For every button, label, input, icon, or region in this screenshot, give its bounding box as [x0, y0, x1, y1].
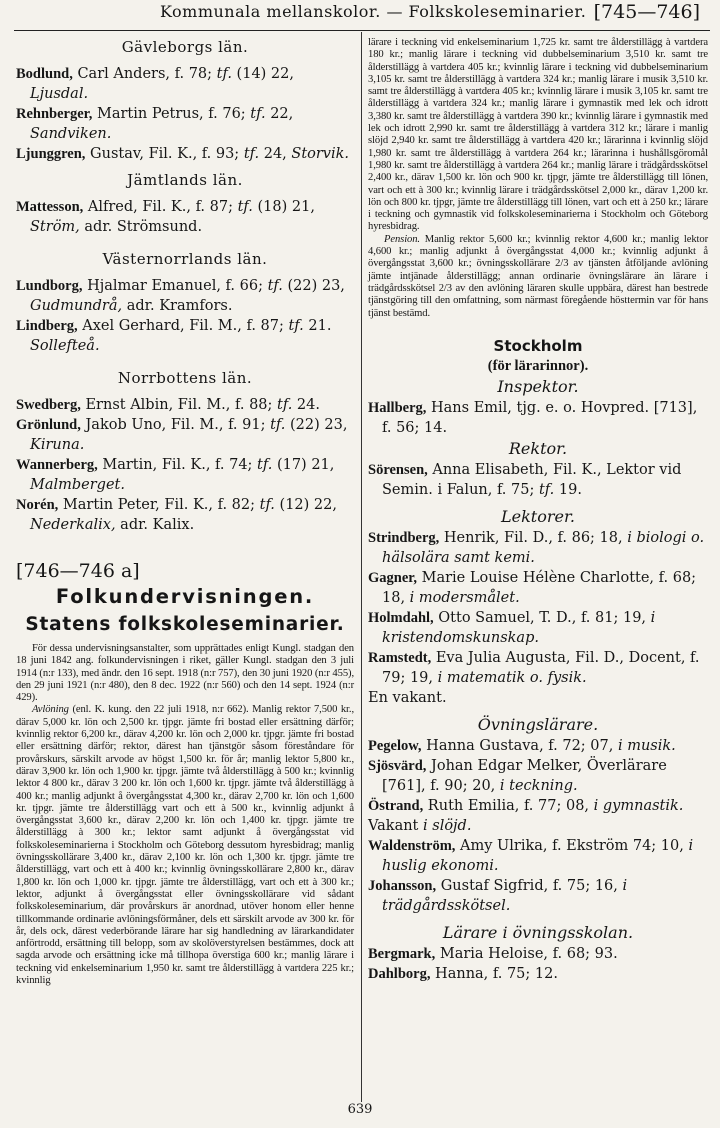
- entry: Holmdahl, Otto Samuel, T. D., f. 81; 19, i kristendomskunskap.: [368, 609, 656, 646]
- entry: Grönlund, Jakob Uno, Fil. M., f. 91; tf. (22) 23, Kiruna.: [16, 417, 348, 453]
- entry: Rehnberger, Martin Petrus, f. 76; tf. 22, Sandviken.: [16, 106, 294, 142]
- left-column: [16, 37, 354, 987]
- entry: Bodlund, Carl Anders, f. 78; tf. (14) 22, Ljusdal.: [16, 66, 294, 102]
- entry: Bergmark, Maria Heloise, f. 68; 93.: [368, 945, 618, 962]
- column-divider: [361, 32, 362, 1102]
- running-title: Kommunala mellanskolor. — Folkskoleseminarier.: [160, 2, 587, 21]
- role-heading-ovningslarare: Övningslärare.: [477, 714, 599, 734]
- entry: En vakant.: [368, 689, 447, 706]
- entry: Wannerberg, Martin, Fil. K., f. 74; tf. (17) 21, Malmberget.: [16, 457, 335, 493]
- page-range: [745—746]: [593, 1, 700, 23]
- seminar-city-subheading: (för lärarinnor).: [487, 357, 589, 374]
- entry: Ramstedt, Eva Julia Augusta, Fil. D., Docent, f. 79; 19, i matematik o. fysik.: [368, 649, 700, 686]
- entry: Pegelow, Hanna Gustava, f. 72; 07, i musik.: [368, 737, 676, 754]
- entry: Sörensen, Anna Elisabeth, Fil. K., Lektor vid Semin. i Falun, f. 75; tf. 19.: [368, 461, 682, 498]
- entry: Sjösvärd, Johan Edgar Melker, Överlärare [761], f. 90; 20, i teckning.: [368, 757, 667, 794]
- entry: Gagner, Marie Louise Hélène Charlotte, f. 68; 18, i modersmålet.: [368, 569, 697, 606]
- chapter-title: Folkundervisningen.: [55, 585, 315, 608]
- entry: Johansson, Gustaf Sigfrid, f. 75; 16, i trädgårdsskötsel.: [368, 877, 628, 914]
- entry: Vakant i slöjd.: [368, 817, 472, 834]
- role-heading-ovningsskolan: Lärare i övningsskolan.: [442, 922, 634, 942]
- chapter-subtitle: Statens folkskoleseminarier.: [25, 614, 345, 635]
- section-heading-vasternorrland: Västernorrlands län.: [102, 250, 268, 268]
- right-column: [368, 37, 708, 984]
- entry: Swedberg, Ernst Albin, Fil. M., f. 88; tf. 24.: [16, 397, 320, 413]
- entry: Waldenström, Amy Ulrika, f. Ekström 74; 10, i huslig ekonomi.: [368, 837, 694, 874]
- salary-paragraph-continued: lärare i teckning vid enkelseminarium 1,725 kr. samt tre ålderstillägg à vartdera 180 kr.; manlig lärare i teckning vid dubbelseminarium 3,510 kr. samt tre ålderstillägg à vartdera 405 kr.; kvinnlig lärare i teckning vid dubbelseminarium 3,105 kr. samt tre ålderstillägg à vartdera 324 kr.; manlig lärare i musik 3,510 kr. samt tre ålderstillägg à vartdera 405 kr.; kvinnlig lärare i musik 3,105 kr. samt tre ålderstillägg à vartdera 324 kr.; manlig lärare i gymnastik med lek och idrott 3,380 kr. samt tre ålderstillägg à vartdera 390 kr.; kvinnlig lärare i gymnastik med lek och idrott 2,990 kr. samt tre ålderstillägg à vartdera 312 kr.; lärare i manlig slöjd 2,940 kr. samt tre ålderstillägg à vartdera 420 kr.; lärarinna i kvinnlig slöjd 1,980 kr. samt tre ålderstillägg à vartdera 264 kr.; lärarinna i hushållsgöromål 1,980 kr. samt tre ålderstillägg à vartdera 264 kr.; manlig lärare i trädgårdsskötsel 2,400 kr., därav 1,500 kr. lön och 900 kr. tjpgr, jämte tre ålderstillägg till lönen, vart och ett à 300 kr.; kvinnlig lärare i trädgårdsskötsel 2,000 kr., därav 1,200 kr. lön och 800 kr. tjpgr, jämte tre ålderstillägg till lönen, vart och ett à 250 kr.; lärare i teckning och gymnastik vid folkskoleseminarierna i Stockholm och Göteborg hyresbidrag.: [368, 37, 708, 233]
- pension-paragraph: Pension. Manlig rektor 5,600 kr.; kvinnlig rektor 4,600 kr.; manlig lektor 4,600 kr.; manlig adjunkt å övergångsstat 4,000 kr.; kvinnlig adjunkt å övergångsstat 3,600 kr.; övningsskollärare 2/3 av tjänsten åtföljande avlöning jämte intjänade ålderstillägg; annan ordinarie övningslärare än lärare i trädgårdsskötsel 2/3 av den avlöning läraren skulle uppbära, därest han bestrede tjänstgöring till den omfattning, som närmast föregående hösttermin var för hans tjänst bestämd.: [368, 233, 708, 319]
- role-heading-rektor: Rektor.: [508, 438, 568, 458]
- entry: Strindberg, Henrik, Fil. D., f. 86; 18, i biologi o. hälsolära samt kemi.: [368, 529, 705, 566]
- page-number: 639: [347, 1102, 373, 1117]
- page-header: [0, 2, 720, 28]
- entry: Östrand, Ruth Emilia, f. 77; 08, i gymnastik.: [368, 797, 684, 814]
- entry: Lundborg, Hjalmar Emanuel, f. 66; tf. (22) 23, Gudmundrå, adr. Kramfors.: [16, 278, 345, 314]
- header-rule: [14, 30, 710, 31]
- entry: Lindberg, Axel Gerhard, Fil. M., f. 87; tf. 21. Sollefteå.: [16, 318, 332, 354]
- section-heading-gavleborg: Gävleborgs län.: [121, 38, 249, 56]
- entry: Norén, Martin Peter, Fil. K., f. 82; tf. (12) 22, Nederkalix, adr. Kalix.: [16, 497, 337, 533]
- entry: Hallberg, Hans Emil, tjg. e. o. Hovpred. [713], f. 56; 14.: [368, 399, 698, 436]
- role-heading-inspektor: Inspektor.: [497, 376, 579, 396]
- role-heading-lektorer: Lektorer.: [501, 506, 575, 526]
- section-heading-jamtland: Jämtlands län.: [127, 171, 243, 189]
- section-heading-norrbotten: Norrbottens län.: [117, 369, 253, 387]
- entry: Dahlborg, Hanna, f. 75; 12.: [368, 965, 558, 982]
- entry: Mattesson, Alfred, Fil. K., f. 87; tf. (18) 21, Ström, adr. Strömsund.: [16, 199, 315, 235]
- entry: Ljunggren, Gustav, Fil. K., f. 93; tf. 24, Storvik.: [16, 146, 350, 162]
- section-page-range: [746—746 a]: [16, 560, 140, 582]
- salary-paragraph: Avlöning (enl. K. kung. den 22 juli 1918, n:r 662). Manlig rektor 7,500 kr., därav 5,000 kr. lön och 2,500 kr. tjpgr. jämte fri bostad eller ersättning därför; kvinnlig rektor 6,200 kr., därav 4,200 kr. lön och 2,000 kr. tjpgr. jämte fri bostad eller ersättning därför; rektor, därest han tjänstgör såsom föreståndare för provårskurs, särskilt arvode av högst 1,500 kr. för år; manlig lektor 5,800 kr., därav 3,900 kr. lön och 1,900 kr. tjpgr. jämte två ålderstillägg à 500 kr.; kvinnlig lektor 4 800 kr., därav 3 200 kr. lön och 1,600 kr. tjpgr. jämte två ålderstillägg à 400 kr.; manlig adjunkt å övergångsstat 4,300 kr., därav 2,700 kr. lön och 1,600 kr. tjpgr. jämte tre ålderstillägg vart och ett à 500 kr., kvinnlig adjunkt å övergångsstat 3,600 kr., därav 2,200 kr. lön och 1,400 kr. tjpgr. jämte tre ålderstillägg à 300 kr.; lektor samt adjunkt å övergångsstat vid folkskoleseminarierna i Stockholm och Göteborg dessutom hyresbidrag; manlig övningsskollärare 3,400 kr., därav 2,100 kr. lön och 1,300 kr. tjpgr. jämte tre ålderstillägg, vart och ett à 400 kr.; kvinnlig övningsskollärare 2,800 kr., därav 1,800 kr. lön och 1,000 kr. tjpgr. jämte tre ålderstillägg, vart och ett à 300 kr.; lektor, adjunkt å övergångsstat eller övningsskollärare vid sådant folkskoleseminarium, där provårskurs är anordnad, utöver honom eller henne tillkommande ordinarie avlöningsförmåner, dels ett särskilt arvode av 300 kr. för år, dels ock, därest vederbörande lärare har sig handledning av lärarkandidater anförtrodd, ersättning till belopp, som av skolöverstyrelsen bestämmes, dock att sagda arvode och ersättning icke må tillhopa överstiga 600 kr.; manlig lärare i teckning vid enkelseminarium 1,950 kr. samt tre ålderstillägg à vartdera 225 kr.; kvinnlig: [16, 704, 354, 987]
- regulations-paragraph: För dessa undervisningsanstalter, som upprättades enligt Kungl. stadgan den 18 juni 1842 ang. folkundervisningen i riket, gäller Kungl. stadgan den 3 juli 1914 (n:r 133), med ändr. den 16 sept. 1918 (n:r 757), den 30 juni 1920 (n:r 455), den 29 juni 1921 (n:r 480), den 8 dec. 1922 (n:r 560) och den 14 sept. 1924 (n:r 429).: [16, 643, 354, 704]
- seminar-city-heading: Stockholm: [493, 336, 583, 355]
